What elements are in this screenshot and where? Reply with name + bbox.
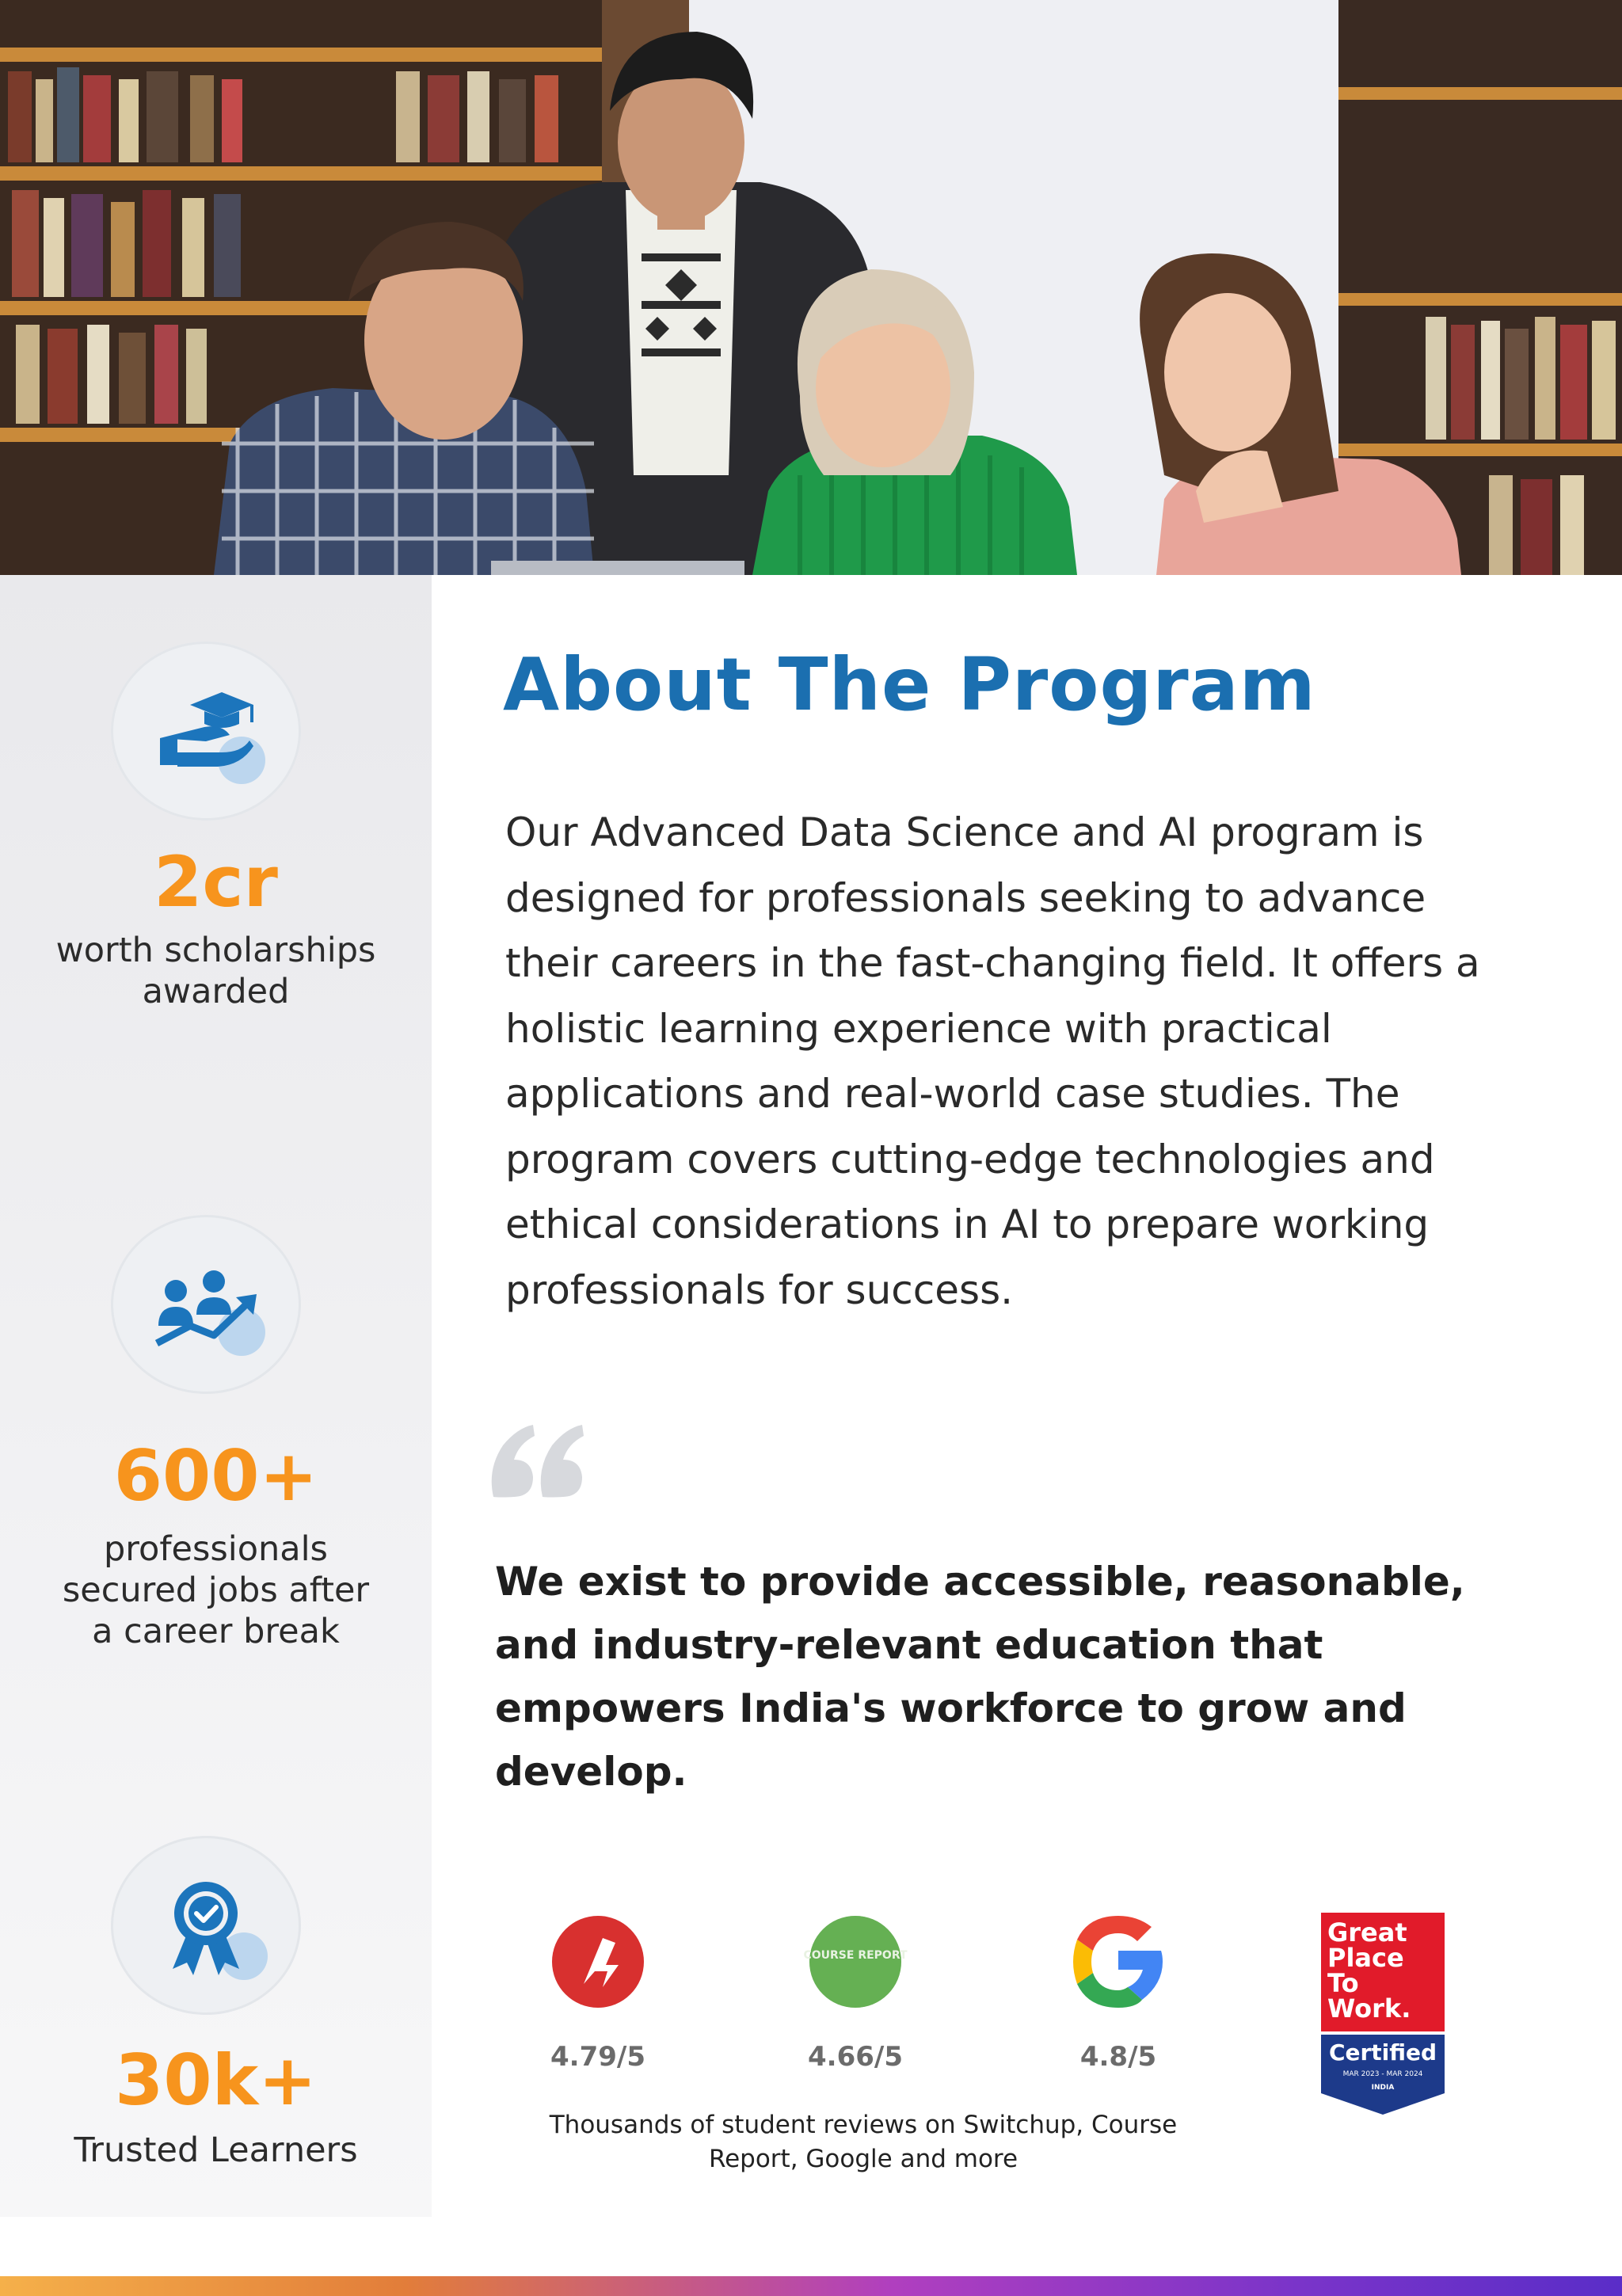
stat-value: 30k+ — [115, 2039, 317, 2121]
stat-value: 600+ — [113, 1435, 318, 1517]
page-title: About The Program — [503, 642, 1316, 727]
course-report-logo — [752, 1905, 958, 2031]
stats-sidebar — [0, 575, 432, 2217]
gptw-period: MAR 2023 - MAR 2024 — [1342, 2070, 1423, 2078]
program-description: Our Advanced Data Science and AI program is designed for professionals seeking to advance their careers in the fast-changing field. It offers a holistic learning experience with practical applications and real-world case studies. The program covers cutting-edge technologies and ethical considerations in AI to prepare working professionals for success. — [505, 809, 1480, 1313]
stat-label: worth scholarships awarded — [55, 931, 376, 1011]
hero-photo — [0, 0, 1622, 575]
mission-quote: We exist to provide accessible, reasonable, and industry-relevant education that empowers India's workforce to grow and develop. — [495, 1559, 1465, 1795]
stat-label: professionals secured jobs after a career break — [62, 1529, 370, 1651]
bottom-gradient-bar — [0, 2276, 1622, 2296]
great-place-to-work-badge — [1321, 1913, 1445, 2115]
course-report-logo-text: COURSE REPORT — [803, 1949, 908, 1962]
gptw-line: Work. — [1327, 1993, 1411, 2024]
gptw-line: Place — [1327, 1943, 1404, 1973]
switchup-logo — [495, 1905, 701, 2031]
gptw-line: Great — [1327, 1917, 1407, 1948]
rating-score: 4.79/5 — [550, 2041, 645, 2073]
career-growth-icon — [111, 1215, 301, 1394]
gptw-certified: Certified — [1328, 2039, 1437, 2066]
quote-mark-icon — [487, 1422, 590, 1509]
google-logo — [1015, 1905, 1221, 2031]
rating-score: 4.66/5 — [808, 2041, 903, 2073]
gptw-line: To — [1327, 1968, 1359, 1998]
stat-label: Trusted Learners — [74, 2130, 358, 2170]
award-badge-icon — [111, 1836, 301, 2015]
scholarship-icon — [111, 642, 301, 821]
rating-score: 4.8/5 — [1079, 2041, 1157, 2073]
gptw-country: INDIA — [1371, 2084, 1395, 2092]
stat-value: 2cr — [154, 841, 278, 923]
reviews-caption: Thousands of student reviews on Switchup, Course Report, Google and more — [549, 2111, 1178, 2173]
